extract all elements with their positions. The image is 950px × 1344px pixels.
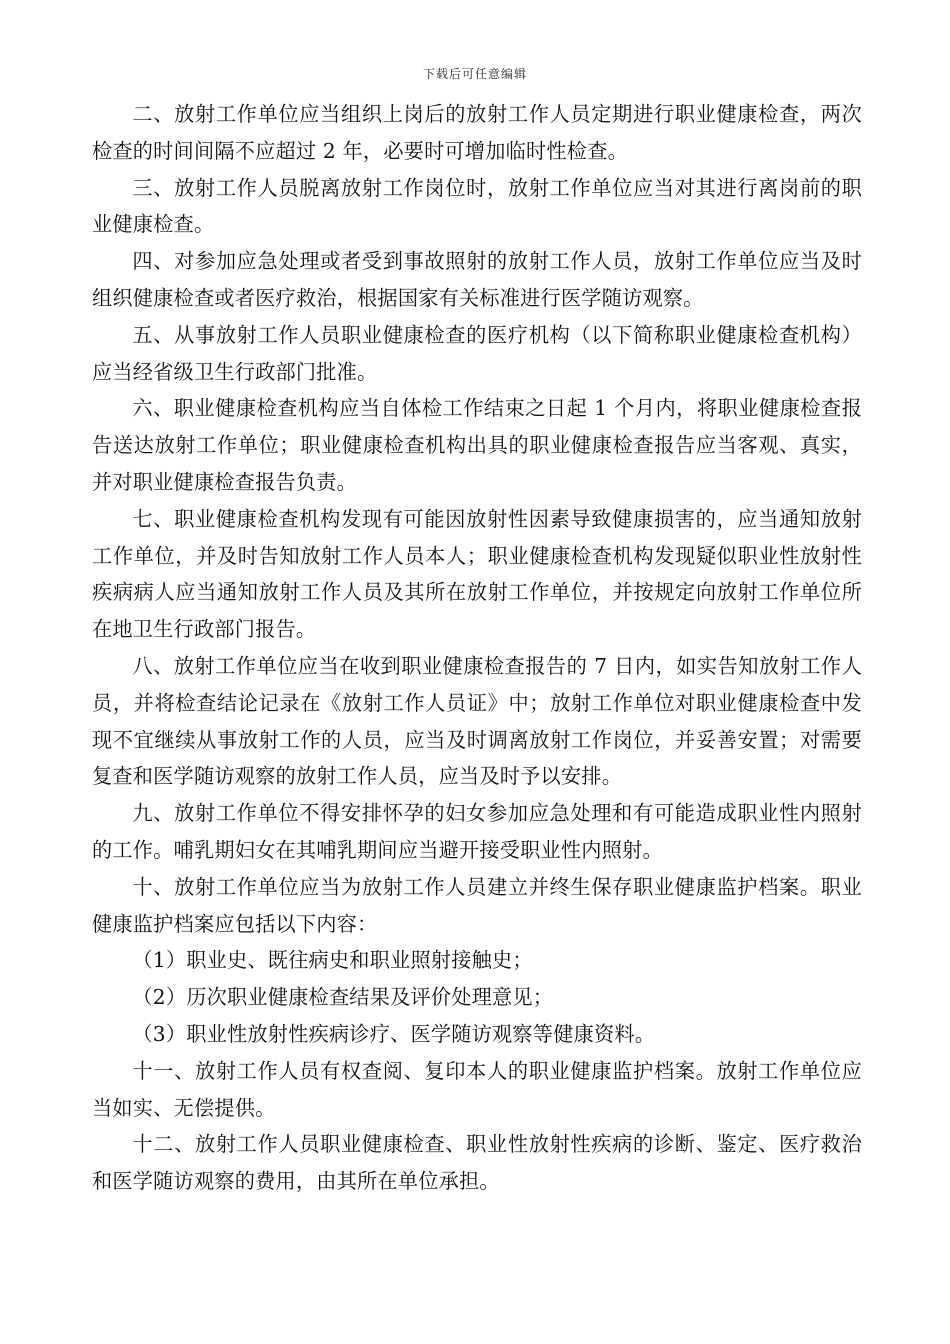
paragraph-6: 六、职业健康检查机构应当自体检工作结束之日起 1 个月内，将职业健康检查报告送达放射工作单位；职业健康检查机构出具的职业健康检查报告应当客观、真实，并对职业健康检查报告负责。 xyxy=(92,396,862,494)
paragraph-9: 九、放射工作单位不得安排怀孕的妇女参加应急处理和有可能造成职业性内照射的工作。哺乳期妇女在其哺乳期间应当避开接受职业性内照射。 xyxy=(92,801,862,862)
paragraph-3: 三、放射工作人员脱离放射工作岗位时，放射工作单位应当对其进行离岗前的职业健康检查。 xyxy=(92,175,862,237)
list-item-3: （3）职业性放射性疾病诊疗、医学随访观察等健康资料。 xyxy=(132,1021,656,1046)
document-body xyxy=(92,96,862,1200)
paragraph-7: 七、职业健康检查机构发现有可能因放射性因素导致健康损害的，应当通知放射工作单位，并及时告知放射工作人员本人；职业健康检查机构发现疑似职业性放射性疾病病人应当通知放射工作人员及其所在放射工作单位，并按规定向放射工作单位所在地卫生行政部门报告。 xyxy=(92,506,862,642)
paragraph-2: 二、放射工作单位应当组织上岗后的放射工作人员定期进行职业健康检查，两次检查的时间间隔不应超过 2 年，必要时可增加临时性检查。 xyxy=(92,102,862,163)
list-item-1: （1）职业史、既往病史和职业照射接触史； xyxy=(132,948,533,973)
paragraph-12: 十二、放射工作人员职业健康检查、职业性放射性疾病的诊断、鉴定、医疗救治和医学随访观察的费用，由其所在单位承担。 xyxy=(92,1132,862,1194)
list-item-2: （2）历次职业健康检查结果及评价处理意见； xyxy=(132,985,554,1010)
paragraph-8: 八、放射工作单位应当在收到职业健康检查报告的 7 日内，如实告知放射工作人员，并将检查结论记录在《放射工作人员证》中；放射工作单位对职业健康检查中发现不宜继续从事放射工作的人员，应当及时调离放射工作岗位，并妥善安置；对需要复查和医学随访观察的放射工作人员，应当及时予以安排。 xyxy=(92,653,862,789)
paragraph-10: 十、放射工作单位应当为放射工作人员建立并终生保存职业健康监护档案。职业健康监护档案应包括以下内容： xyxy=(92,874,862,936)
paragraph-11: 十一、放射工作人员有权查阅、复印本人的职业健康监护档案。放射工作单位应当如实、无偿提供。 xyxy=(92,1058,862,1120)
paragraph-5: 五、从事放射工作人员职业健康检查的医疗机构（以下简称职业健康检查机构）应当经省级卫生行政部门批准。 xyxy=(92,322,862,384)
paragraph-4: 四、对参加应急处理或者受到事故照射的放射工作人员，放射工作单位应当及时组织健康检查或者医疗救治，根据国家有关标准进行医学随访观察。 xyxy=(92,249,862,310)
page-header: 下载后可任意编辑 xyxy=(422,67,527,81)
